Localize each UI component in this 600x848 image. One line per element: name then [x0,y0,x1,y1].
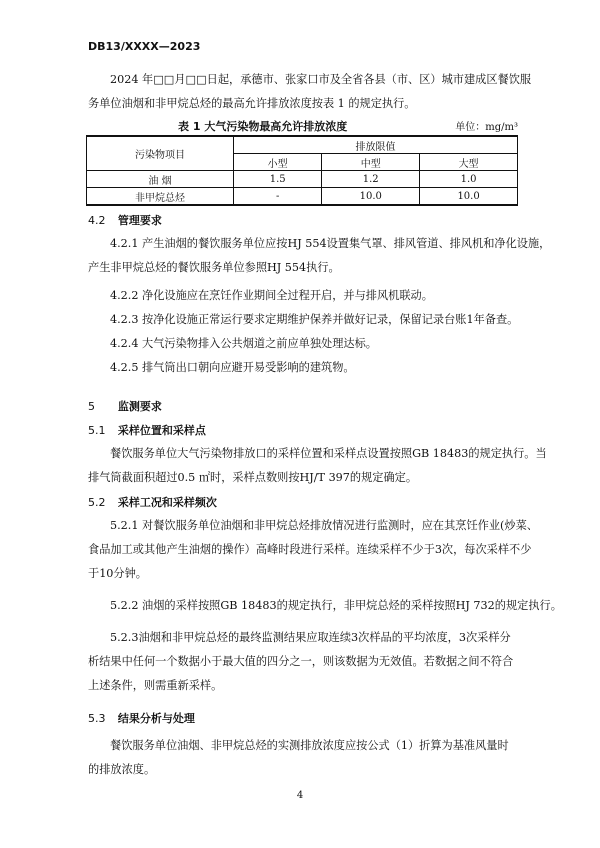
table-row [87,171,518,188]
section-number: 5 [88,400,95,413]
section-title: 管理要求 [117,214,162,227]
emission-limit-table [86,135,518,206]
clause-5-2-3-line-2: 析结果中任何一个数据小于最大值的四分之一，则该数据为无效值。若数据之间不符合 [88,655,514,668]
section-5-heading [88,398,162,414]
standard-code-header: DB13/XXXX—2023 [88,40,201,53]
header-size-small: 小型 [234,154,322,171]
clause-5-2-2: 5.2.2 油烟的采样按照GB 18483的规定执行，非甲烷总烃的采样按照HJ 732的规定执行。 [110,599,562,612]
header-size-medium: 中型 [322,154,420,171]
row-name: 非甲烷总烃 [87,188,234,206]
row-value-small: 1.5 [234,171,322,188]
clause-5-2-1-line-2: 食品加工或其他产生油烟的操作）高峰时段进行采样。连续采样不少于3次，每次采样不少 [88,543,532,556]
header-size-large: 大型 [420,154,518,171]
section-5-3-line-2: 的排放浓度。 [88,763,156,776]
section-number: 5.3 [88,712,106,725]
table-title: 表 1 大气污染物最高允许排放浓度 [178,120,348,133]
clause-4-2-4: 4.2.4 大气污染物排入公共烟道之前应单独处理达标。 [110,337,377,350]
section-4-2-heading [88,212,162,228]
clause-5-2-3-line-3: 上述条件，则需重新采样。 [88,679,223,692]
section-5-1-line-1: 餐饮服务单位大气污染物排放口的采样位置和采样点设置按照GB 18483的规定执行。当 [110,447,547,460]
row-value-medium: 10.0 [322,188,420,206]
section-5-1-heading [88,422,206,438]
clause-4-2-5: 4.2.5 排气筒出口朝向应避开易受影响的建筑物。 [110,361,355,374]
table-row [87,188,518,206]
section-5-3-heading [88,710,195,726]
row-value-large: 10.0 [420,188,518,206]
page-number: 4 [296,790,304,801]
section-title: 采样工况和采样频次 [117,496,217,509]
clause-4-2-3: 4.2.3 按净化设施正常运行要求定期维护保养并做好记录，保留记录台账1年备查。 [110,313,519,326]
row-name: 油 烟 [87,171,234,188]
section-title: 采样位置和采样点 [117,424,206,437]
section-number: 5.1 [88,424,106,437]
table-unit: 单位：mg/m³ [455,122,518,133]
row-value-large: 1.0 [420,171,518,188]
intro-line-1: 2024 年□□月□□日起，承德市、张家口市及全省各县（市、区）城市建成区餐饮服 [110,73,532,86]
header-emission-limit: 排放限值 [234,136,518,154]
clause-4-2-1-line-2: 产生非甲烷总烃的餐饮服务单位参照HJ 554执行。 [88,261,340,274]
section-title: 结果分析与处理 [117,712,195,725]
clause-4-2-1-line-1: 4.2.1 产生油烟的餐饮服务单位应按HJ 554设置集气罩、排风管道、排风机和净化设施， [110,237,551,250]
clause-5-2-1-line-1: 5.2.1 对餐饮服务单位油烟和非甲烷总烃排放情况进行监测时，应在其烹饪作业(炒菜、 [110,519,538,532]
section-5-1-line-2: 排气筒截面积超过0.5 ㎡时，采样点数则按HJ/T 397的规定确定。 [88,471,418,484]
intro-line-2: 务单位油烟和非甲烷总烃的最高允许排放浓度按表 1 的规定执行。 [88,97,416,110]
section-number: 5.2 [88,496,106,509]
section-number: 4.2 [88,214,106,227]
section-5-2-heading [88,494,217,510]
clause-5-2-1-line-3: 于10分钟。 [88,567,147,580]
clause-4-2-2: 4.2.2 净化设施应在烹饪作业期间全过程开启，并与排风机联动。 [110,289,433,302]
row-value-small: - [234,188,322,206]
row-value-medium: 1.2 [322,171,420,188]
section-title: 监测要求 [117,400,162,413]
header-pollutant-item: 污染物项目 [87,136,234,171]
clause-5-2-3-line-1: 5.2.3油烟和非甲烷总烃的最终监测结果应取连续3次样品的平均浓度，3次采样分 [110,631,511,644]
section-5-3-line-1: 餐饮服务单位油烟、非甲烷总烃的实测排放浓度应按公式（1）折算为基准风量时 [110,739,509,752]
